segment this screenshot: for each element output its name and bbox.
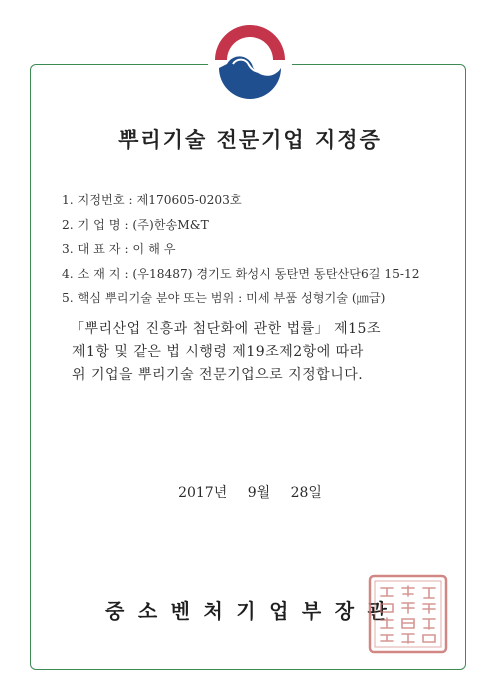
statement-line-2: 제1항 및 같은 법 시행령 제19조제2항에 따라 xyxy=(72,344,364,360)
statement-line-1: 「뿌리산업 진흥과 첨단화에 관한 법률」 제15조 xyxy=(70,321,381,337)
certificate-statement xyxy=(70,318,450,387)
issue-date xyxy=(0,482,500,502)
issuer-title: 중소벤처기업부장관 xyxy=(105,599,401,623)
registration-number: 1. 지정번호 : 제170605-0203호 xyxy=(62,193,242,207)
official-seal-stamp-icon xyxy=(366,572,450,656)
issue-year: 2017년 xyxy=(178,485,228,501)
address: 4. 소 재 지 : (우18487) 경기도 화성시 동탄면 동탄산단6길 15-12 xyxy=(62,266,420,281)
representative: 3. 대 표 자 : 이 해 우 xyxy=(62,242,176,256)
government-emblem-icon xyxy=(207,20,293,106)
certificate-details xyxy=(62,188,420,311)
statement-line-3: 위 기업을 뿌리기술 전문기업으로 지정합니다. xyxy=(72,367,364,383)
issue-day: 28일 xyxy=(290,485,322,501)
company-name: 2. 기 업 명 : (주)한송M&T xyxy=(62,217,209,232)
technology-field: 5. 핵심 뿌리기술 분야 또는 범위 : 미세 부품 성형기술 (㎛급) xyxy=(62,291,386,305)
certificate-title: 뿌리기술 전문기업 지정증 xyxy=(118,127,382,152)
issue-month: 9월 xyxy=(247,485,271,501)
